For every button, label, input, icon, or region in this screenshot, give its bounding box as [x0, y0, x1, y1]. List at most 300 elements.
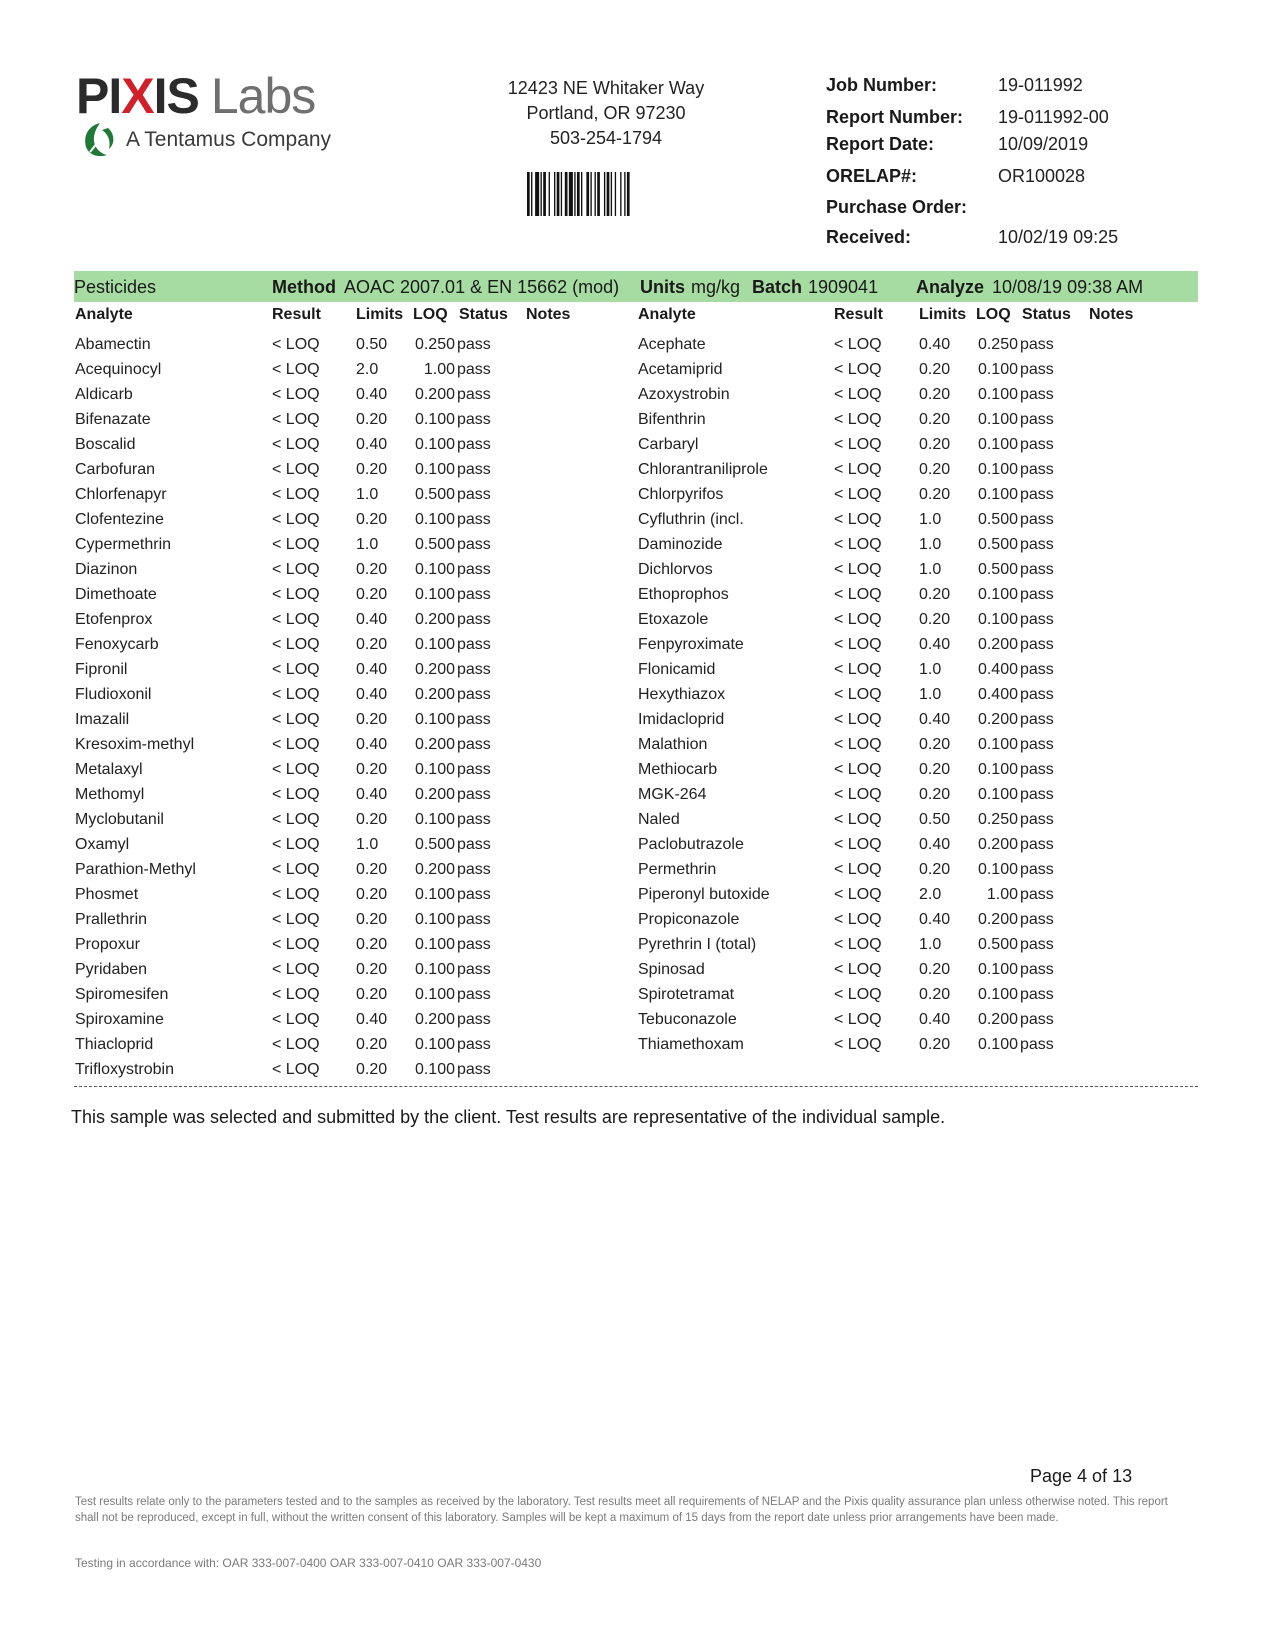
cell-analyte: Thiacloprid	[75, 1036, 154, 1053]
table-row	[0, 334, 1275, 359]
cell-analyte: Daminozide	[638, 536, 723, 553]
cell-result: < LOQ	[272, 536, 320, 553]
cell-status: pass	[1020, 561, 1054, 578]
cell-analyte: Azoxystrobin	[638, 386, 730, 403]
sample-disclaimer: This sample was selected and submitted by the client. Test results are representative of the individual sample.	[71, 1107, 946, 1127]
cell-result: < LOQ	[272, 1011, 320, 1028]
table-row	[0, 559, 1275, 584]
cell-loq: 0.100	[977, 961, 1018, 978]
col-header-notes: Notes	[1089, 306, 1134, 323]
received-row	[826, 227, 1246, 253]
cell-status: pass	[1020, 911, 1054, 928]
barcode-bar	[535, 172, 539, 216]
table-row	[0, 859, 1275, 884]
cell-status: pass	[1020, 511, 1054, 528]
table-row	[0, 659, 1275, 684]
cell-status: pass	[457, 411, 491, 428]
table-row	[0, 584, 1275, 609]
col-header-result: Result	[834, 306, 883, 323]
cell-status: pass	[1020, 586, 1054, 603]
cell-analyte: Diazinon	[75, 561, 138, 578]
cell-status: pass	[457, 511, 491, 528]
table-row	[0, 684, 1275, 709]
table-row	[0, 884, 1275, 909]
cell-loq: 0.200	[414, 861, 455, 878]
cell-loq: 0.100	[414, 1061, 455, 1078]
cell-limits: 0.20	[919, 386, 951, 403]
table-row	[0, 434, 1275, 459]
cell-limits: 0.20	[919, 461, 951, 478]
cell-result: < LOQ	[834, 461, 882, 478]
cell-limits: 0.20	[919, 611, 951, 628]
cell-result: < LOQ	[834, 486, 882, 503]
cell-result: < LOQ	[834, 1011, 882, 1028]
cell-limits: 0.20	[356, 586, 388, 603]
cell-loq: 0.500	[977, 536, 1018, 553]
cell-status: pass	[1020, 336, 1054, 353]
cell-status: pass	[1020, 861, 1054, 878]
cell-limits: 0.20	[356, 861, 388, 878]
report-date-row	[826, 134, 1246, 160]
barcode-bar	[565, 172, 568, 216]
table-row	[0, 1034, 1275, 1059]
cell-status: pass	[457, 586, 491, 603]
table-row	[0, 959, 1275, 984]
cell-result: < LOQ	[834, 611, 882, 628]
cell-result: < LOQ	[272, 386, 320, 403]
cell-status: pass	[457, 786, 491, 803]
report-date-label: Report Date:	[826, 134, 935, 154]
orelap-label: ORELAP#:	[826, 166, 918, 186]
cell-result: < LOQ	[272, 561, 320, 578]
company-logo	[76, 70, 376, 170]
cell-loq: 0.100	[977, 486, 1018, 503]
barcode-bar	[624, 172, 625, 216]
cell-loq: 0.100	[977, 461, 1018, 478]
col-header-loq: LOQ	[976, 306, 1011, 323]
cell-status: pass	[457, 461, 491, 478]
table-row	[0, 759, 1275, 784]
cell-loq: 0.100	[977, 436, 1018, 453]
cell-status: pass	[457, 886, 491, 903]
cell-loq: 0.200	[414, 736, 455, 753]
cell-limits: 0.40	[356, 661, 388, 678]
cell-limits: 0.50	[356, 336, 388, 353]
page-number: Page 4 of 13	[1030, 1466, 1133, 1486]
cell-limits: 0.20	[356, 511, 388, 528]
cell-loq: 0.100	[977, 611, 1018, 628]
cell-loq: 0.500	[977, 936, 1018, 953]
address-line2: Portland, OR 97230	[526, 103, 686, 123]
cell-analyte: Acetamiprid	[638, 361, 723, 378]
cell-limits: 0.40	[919, 1011, 951, 1028]
cell-loq: 0.100	[977, 761, 1018, 778]
cell-result: < LOQ	[834, 761, 882, 778]
barcode-bar	[561, 172, 562, 216]
cell-limits: 0.40	[356, 436, 388, 453]
cell-limits: 1.0	[919, 686, 942, 703]
cell-limits: 1.0	[356, 836, 379, 853]
cell-status: pass	[457, 486, 491, 503]
logo-brand-light: Labs	[210, 68, 316, 124]
table-row	[0, 984, 1275, 1009]
cell-status: pass	[1020, 986, 1054, 1003]
barcode-bar	[554, 172, 555, 216]
table-row	[0, 384, 1275, 409]
cell-loq: 0.100	[414, 936, 455, 953]
cell-loq: 0.100	[414, 811, 455, 828]
cell-limits: 0.40	[356, 736, 388, 753]
table-row	[0, 934, 1275, 959]
cell-loq: 0.100	[414, 436, 455, 453]
cell-limits: 0.20	[919, 586, 951, 603]
cell-analyte: Hexythiazox	[638, 686, 726, 703]
cell-result: < LOQ	[834, 811, 882, 828]
cell-status: pass	[457, 1036, 491, 1053]
barcode-bar	[543, 172, 546, 216]
cell-limits: 0.20	[356, 1036, 388, 1053]
cell-result: < LOQ	[834, 386, 882, 403]
cell-analyte: Cyfluthrin (incl.	[638, 511, 744, 528]
cell-loq: 0.100	[977, 586, 1018, 603]
barcode-bar	[595, 172, 596, 216]
barcode-bar	[569, 172, 573, 216]
cell-status: pass	[457, 986, 491, 1003]
cell-limits: 1.0	[919, 536, 942, 553]
batch-label: Batch	[752, 277, 803, 297]
cell-result: < LOQ	[272, 636, 320, 653]
batch-value: 1909041	[808, 277, 879, 297]
table-row	[0, 409, 1275, 434]
cell-loq: 0.250	[977, 336, 1018, 353]
method-value: AOAC 2007.01 & EN 15662 (mod)	[344, 277, 620, 297]
cell-status: pass	[457, 836, 491, 853]
cell-result: < LOQ	[272, 986, 320, 1003]
cell-loq: 0.250	[414, 336, 455, 353]
cell-result: < LOQ	[834, 686, 882, 703]
cell-status: pass	[1020, 961, 1054, 978]
cell-status: pass	[1020, 811, 1054, 828]
report-number-value: 19-011992-00	[998, 107, 1109, 127]
cell-limits: 1.0	[356, 486, 379, 503]
cell-result: < LOQ	[834, 561, 882, 578]
orelap-row	[826, 166, 1246, 192]
barcode-bar	[557, 172, 560, 216]
cell-loq: 0.100	[977, 861, 1018, 878]
cell-analyte: Imazalil	[75, 711, 130, 728]
cell-limits: 0.20	[919, 361, 951, 378]
col-header-loq: LOQ	[413, 306, 448, 323]
cell-analyte: Pyridaben	[75, 961, 148, 978]
cell-loq: 0.100	[977, 1036, 1018, 1053]
cell-status: pass	[1020, 386, 1054, 403]
cell-loq: 0.100	[977, 361, 1018, 378]
cell-status: pass	[1020, 486, 1054, 503]
barcode-bar	[597, 172, 600, 216]
cell-analyte: Clofentezine	[75, 511, 164, 528]
cell-limits: 0.20	[919, 1036, 951, 1053]
table-row	[0, 509, 1275, 534]
cell-limits: 0.20	[356, 886, 388, 903]
cell-limits: 0.20	[356, 936, 388, 953]
cell-loq: 0.100	[414, 561, 455, 578]
cell-status: pass	[1020, 761, 1054, 778]
cell-analyte: Abamectin	[75, 336, 151, 353]
table-row	[0, 909, 1275, 934]
cell-result: < LOQ	[834, 986, 882, 1003]
cell-analyte: Parathion-Methyl	[75, 861, 196, 878]
cell-analyte: Bifenthrin	[638, 411, 706, 428]
cell-limits: 0.20	[919, 486, 951, 503]
purchase-order-label: Purchase Order:	[826, 197, 968, 217]
received-label: Received:	[826, 227, 912, 247]
cell-analyte: Spiroxamine	[75, 1011, 164, 1028]
cell-analyte: Fenpyroximate	[638, 636, 744, 653]
col-header-analyte: Analyte	[75, 306, 133, 323]
job-number-row	[826, 75, 1246, 101]
cell-result: < LOQ	[272, 586, 320, 603]
cell-result: < LOQ	[834, 1036, 882, 1053]
cell-loq: 0.200	[414, 661, 455, 678]
col-header-result: Result	[272, 306, 321, 323]
cell-loq: 0.200	[977, 836, 1018, 853]
method-label: Method	[272, 277, 336, 297]
cell-limits: 0.40	[919, 836, 951, 853]
cell-status: pass	[457, 911, 491, 928]
units-label: Units	[640, 277, 685, 297]
table-row	[0, 634, 1275, 659]
barcode-bar	[611, 172, 612, 216]
table-row	[0, 484, 1275, 509]
cell-result: < LOQ	[834, 636, 882, 653]
cell-result: < LOQ	[834, 536, 882, 553]
cell-result: < LOQ	[272, 686, 320, 703]
cell-analyte: Spinosad	[638, 961, 705, 978]
cell-limits: 0.20	[919, 861, 951, 878]
cell-result: < LOQ	[272, 611, 320, 628]
cell-analyte: Methomyl	[75, 786, 145, 803]
cell-limits: 0.20	[356, 636, 388, 653]
cell-result: < LOQ	[834, 861, 882, 878]
cell-loq: 0.200	[977, 911, 1018, 928]
cell-status: pass	[457, 361, 491, 378]
cell-analyte: Boscalid	[75, 436, 136, 453]
cell-limits: 0.20	[919, 786, 951, 803]
lab-address	[470, 76, 742, 151]
cell-status: pass	[457, 1061, 491, 1078]
cell-result: < LOQ	[834, 436, 882, 453]
col-header-analyte: Analyte	[638, 306, 696, 323]
cell-result: < LOQ	[834, 411, 882, 428]
cell-analyte: Spiromesifen	[75, 986, 169, 1003]
table-row	[0, 1059, 1275, 1084]
cell-limits: 0.20	[356, 961, 388, 978]
cell-result: < LOQ	[834, 911, 882, 928]
table-row	[0, 734, 1275, 759]
cell-limits: 0.40	[919, 336, 951, 353]
cell-limits: 0.20	[356, 986, 388, 1003]
barcode-bar	[620, 172, 621, 216]
cell-status: pass	[1020, 636, 1054, 653]
barcode-bar	[590, 172, 591, 216]
cell-result: < LOQ	[834, 936, 882, 953]
cell-limits: 0.20	[356, 561, 388, 578]
cell-loq: 0.100	[414, 711, 455, 728]
cell-result: < LOQ	[272, 736, 320, 753]
cell-analyte: Aldicarb	[75, 386, 133, 403]
cell-analyte: Prallethrin	[75, 911, 148, 928]
cell-result: < LOQ	[272, 886, 320, 903]
cell-limits: 2.0	[356, 361, 379, 378]
table-row	[0, 459, 1275, 484]
cell-loq: 0.250	[977, 811, 1018, 828]
cell-loq: 0.100	[414, 986, 455, 1003]
cell-loq: 0.100	[977, 986, 1018, 1003]
cell-loq: 0.100	[977, 411, 1018, 428]
job-number-label: Job Number:	[826, 75, 938, 95]
cell-result: < LOQ	[272, 836, 320, 853]
col-header-limits: Limits	[356, 306, 404, 323]
cell-analyte: Carbofuran	[75, 461, 156, 478]
cell-limits: 0.20	[356, 411, 388, 428]
cell-loq: 0.500	[977, 511, 1018, 528]
cell-analyte: Piperonyl butoxide	[638, 886, 770, 903]
cell-result: < LOQ	[272, 1036, 320, 1053]
cell-status: pass	[1020, 661, 1054, 678]
cell-result: < LOQ	[272, 411, 320, 428]
cell-loq: 0.200	[414, 611, 455, 628]
cell-result: < LOQ	[272, 936, 320, 953]
barcode-bar	[574, 172, 575, 216]
cell-loq: 0.100	[414, 961, 455, 978]
cell-loq: 0.200	[414, 686, 455, 703]
cell-result: < LOQ	[272, 761, 320, 778]
cell-status: pass	[1020, 936, 1054, 953]
cell-analyte: Fludioxonil	[75, 686, 152, 703]
cell-analyte: Malathion	[638, 736, 708, 753]
cell-status: pass	[1020, 461, 1054, 478]
cell-status: pass	[1020, 611, 1054, 628]
table-row	[0, 834, 1275, 859]
table-divider	[74, 1086, 1198, 1087]
footer-legal: Test results relate only to the parameters tested and to the samples as received by the laboratory. Test results meet all requirements of NELAP and the Pixis quality assurance plan unless otherwise noted. This report shall not be reproduced, except in full, without the written consent of this laboratory. Samples will be kept a maximum of 15 days from the report date unless prior arrangements have been made.	[75, 1496, 1168, 1524]
cell-status: pass	[457, 1011, 491, 1028]
cell-loq: 0.100	[977, 386, 1018, 403]
barcode-bar	[627, 172, 630, 216]
table-row	[0, 1009, 1275, 1034]
cell-analyte: MGK-264	[638, 786, 707, 803]
cell-result: < LOQ	[272, 336, 320, 353]
cell-limits: 0.40	[919, 711, 951, 728]
cell-loq: 0.100	[977, 786, 1018, 803]
cell-analyte: Fipronil	[75, 661, 128, 678]
cell-result: < LOQ	[834, 786, 882, 803]
cell-limits: 0.20	[356, 811, 388, 828]
cell-loq: 0.200	[414, 786, 455, 803]
cell-status: pass	[457, 711, 491, 728]
cell-status: pass	[1020, 711, 1054, 728]
cell-analyte: Cypermethrin	[75, 536, 172, 553]
table-row	[0, 809, 1275, 834]
cell-status: pass	[457, 961, 491, 978]
logo-brand-text: PIXIS	[76, 68, 199, 124]
cell-analyte: Dimethoate	[75, 586, 157, 603]
cell-limits: 1.0	[919, 511, 942, 528]
cell-limits: 0.40	[356, 686, 388, 703]
tentamus-leaf-icon	[80, 120, 120, 160]
cell-result: < LOQ	[834, 836, 882, 853]
footer-compliance: Testing in accordance with: OAR 333-007-0400 OAR 333-007-0410 OAR 333-007-0430	[75, 1556, 542, 1570]
cell-analyte: Spirotetramat	[638, 986, 735, 1003]
cell-loq: 0.100	[414, 586, 455, 603]
cell-limits: 0.40	[356, 1011, 388, 1028]
cell-loq: 0.400	[977, 686, 1018, 703]
cell-limits: 0.40	[919, 636, 951, 653]
barcode-icon	[527, 172, 669, 216]
cell-status: pass	[1020, 886, 1054, 903]
cell-analyte: Chlorpyrifos	[638, 486, 724, 503]
cell-loq: 0.100	[414, 886, 455, 903]
cell-limits: 1.0	[919, 561, 942, 578]
cell-result: < LOQ	[272, 961, 320, 978]
cell-loq: 0.100	[414, 911, 455, 928]
barcode-bar	[604, 172, 605, 216]
cell-analyte: Dichlorvos	[638, 561, 713, 578]
cell-status: pass	[457, 661, 491, 678]
cell-result: < LOQ	[272, 486, 320, 503]
col-header-status: Status	[459, 306, 508, 323]
cell-limits: 0.40	[356, 786, 388, 803]
cell-status: pass	[457, 561, 491, 578]
cell-analyte: Myclobutanil	[75, 811, 164, 828]
cell-limits: 0.50	[919, 811, 951, 828]
cell-analyte: Flonicamid	[638, 661, 716, 678]
table-row	[0, 784, 1275, 809]
cell-analyte: Pyrethrin I (total)	[638, 936, 757, 953]
cell-result: < LOQ	[834, 886, 882, 903]
cell-status: pass	[1020, 361, 1054, 378]
report-date-value: 10/09/2019	[998, 134, 1089, 154]
cell-result: < LOQ	[834, 586, 882, 603]
cell-limits: 0.40	[356, 611, 388, 628]
barcode-bar	[586, 172, 589, 216]
cell-result: < LOQ	[834, 736, 882, 753]
cell-limits: 0.20	[919, 761, 951, 778]
table-row	[0, 609, 1275, 634]
cell-result: < LOQ	[834, 961, 882, 978]
cell-limits: 2.0	[919, 886, 942, 903]
address-phone: 503-254-1794	[549, 128, 663, 148]
cell-loq: 0.200	[977, 636, 1018, 653]
cell-result: < LOQ	[272, 861, 320, 878]
barcode-bar	[541, 172, 542, 216]
cell-status: pass	[457, 336, 491, 353]
cell-analyte: Permethrin	[638, 861, 717, 878]
cell-result: < LOQ	[272, 786, 320, 803]
cell-status: pass	[457, 611, 491, 628]
address-line1: 12423 NE Whitaker Way	[507, 78, 705, 98]
cell-analyte: Chlorfenapyr	[75, 486, 167, 503]
barcode-bar	[607, 172, 610, 216]
cell-limits: 0.20	[919, 411, 951, 428]
barcode-bar	[581, 172, 582, 216]
cell-result: < LOQ	[272, 711, 320, 728]
logo-tagline: A Tentamus Company	[126, 128, 332, 151]
cell-status: pass	[457, 811, 491, 828]
cell-result: < LOQ	[272, 511, 320, 528]
cell-loq: 0.200	[414, 1011, 455, 1028]
cell-loq: 0.500	[414, 486, 455, 503]
